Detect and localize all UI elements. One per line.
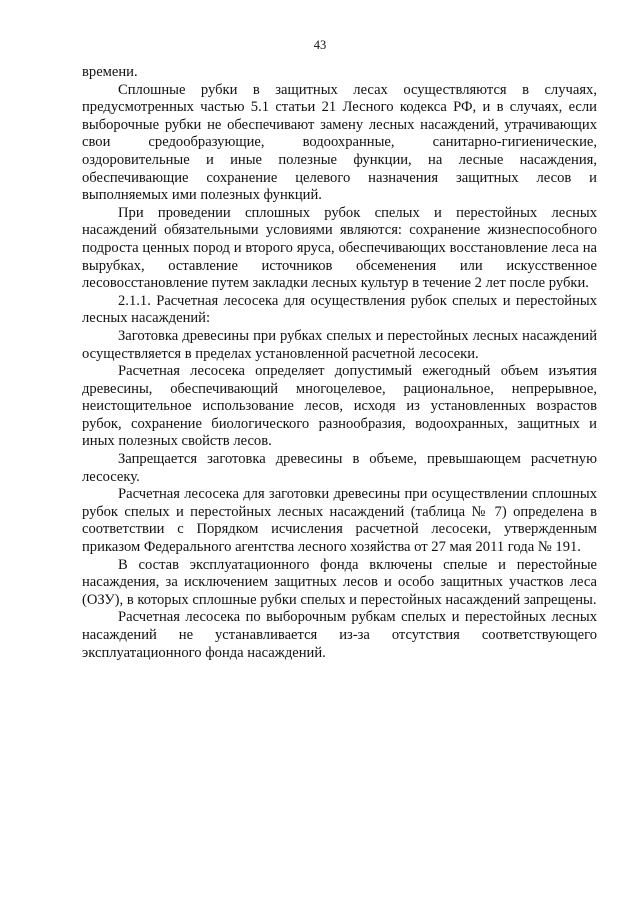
- paragraph-prohibition: Запрещается заготовка древесины в объеме, превышающем расчетную лесосеку.: [82, 451, 597, 485]
- paragraph-continuation: времени.: [82, 64, 138, 80]
- document-body: [82, 64, 597, 662]
- paragraph-selective-cutting: Расчетная лесосека по выборочным рубкам спелых и перестойных лесных насаждений не устанавливается из-за отсутствия соответствующего эксплуатационного фонда насаждений.: [82, 609, 597, 661]
- section-heading-2-1-1: 2.1.1. Расчетная лесосека для осуществления рубок спелых и перестойных лесных насаждений:: [82, 292, 597, 327]
- paragraph-clear-cutting-protective-forests: Сплошные рубки в защитных лесах осуществляются в случаях, предусмотренных частью 5.1 статьи 21 Лесного кодекса РФ, и в случаях, если выборочные рубки не обеспечивают замену лесных насаждений, утрачивающих свои средообразующие, водоохранные, санитарно-гигиенические, оздоровительные и иные полезные функции, на лесные насаждения, обеспечивающие сохранение целевого назначения защитных лесов и выполняемых ими полезных функций.: [82, 81, 597, 204]
- paragraph-clear-cutting-conditions: При проведении сплошных рубок спелых и перестойных лесных насаждений обязательными условиями являются: сохранение жизнеспособного подроста ценных пород и второго яруса, обеспечивающих восстановление леса на вырубках, оставление источников обсеменения или искусственное лесовосстановление путем закладки лесных культур в течение 2 лет после рубки.: [82, 204, 597, 292]
- paragraph-operational-fund: В состав эксплуатационного фонда включены спелые и перестойные насаждения, за исключением защитных лесов и особо защитных участков леса (ОЗУ), в которых сплошные рубки спелых и перестойных насаждений запрещены.: [82, 556, 597, 608]
- paragraph-harvesting-limits: Заготовка древесины при рубках спелых и перестойных лесных насаждений осуществляется в пределах установленной расчетной лесосеки.: [82, 327, 597, 362]
- paragraph-allowable-cut-calculation: Расчетная лесосека для заготовки древесины при осуществлении сплошных рубок спелых и перестойных лесных насаждений (таблица № 7) определена в соответствии с Порядком исчисления расчетной лесосеки, утвержденным приказом Федерального агентства лесного хозяйства от 27 мая 2011 года № 191.: [82, 486, 597, 556]
- page-number: 43: [313, 38, 327, 52]
- paragraph-allowable-cut-definition: Расчетная лесосека определяет допустимый ежегодный объем изъятия древесины, обеспечивающий многоцелевое, рациональное, непрерывное, неистощительное использование лесов, исходя из установленных возрастов рубок, сохранение биологического разнообразия, водоохранных, защитных и иных полезных свойств лесов.: [82, 363, 597, 450]
